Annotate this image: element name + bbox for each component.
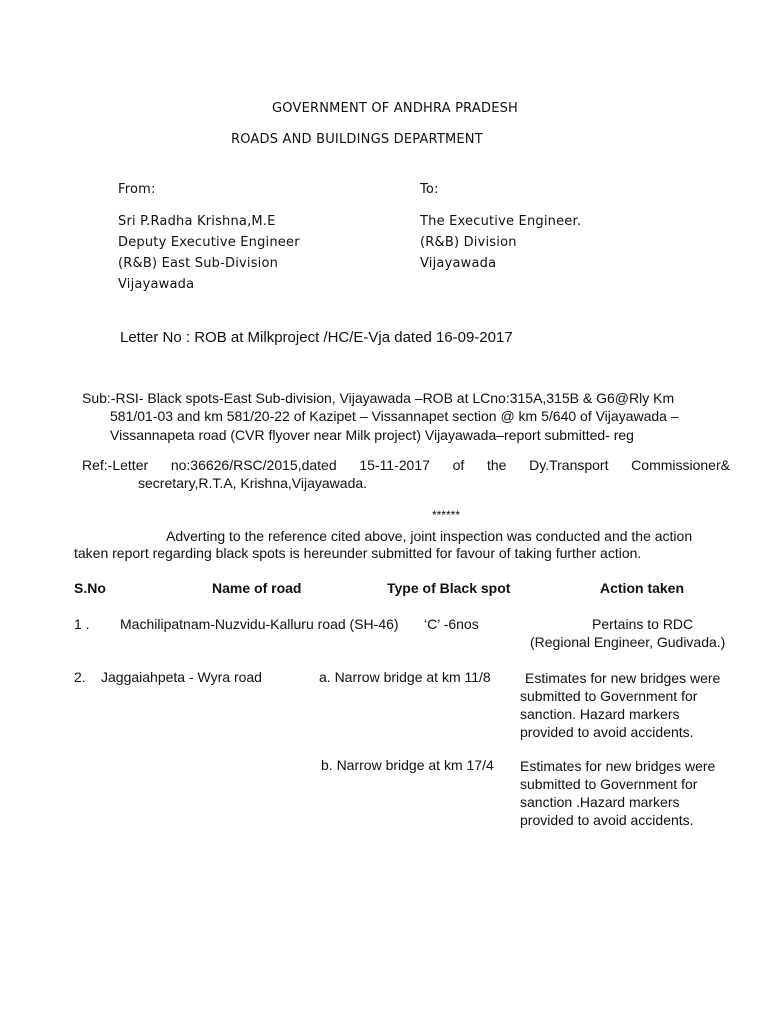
row2-sno: 2. bbox=[74, 669, 86, 685]
reference-word: Ref:-Letter bbox=[82, 457, 149, 473]
table-header-road: Name of road bbox=[212, 580, 302, 596]
row2-action-a-line: submitted to Government for bbox=[520, 688, 698, 704]
separator-stars: ****** bbox=[432, 508, 461, 522]
subject-line-1: Sub:-RSI- Black spots-East Sub-division, Vijayawada –ROB at LCno:315A,315B & G6@Rly Km bbox=[82, 390, 675, 406]
to-address bbox=[420, 211, 581, 274]
from-line: Deputy Executive Engineer bbox=[118, 235, 300, 250]
to-line: Vijayawada bbox=[420, 256, 497, 271]
header-department: ROADS AND BUILDINGS DEPARTMENT bbox=[231, 132, 483, 147]
reference-word: the bbox=[486, 457, 507, 473]
reference-line-1 bbox=[82, 457, 730, 473]
row2-type-a: a. Narrow bridge at km 11/8 bbox=[319, 669, 491, 685]
body-line-1: Adverting to the reference cited above, joint inspection was conducted and the action bbox=[166, 528, 693, 544]
from-line: Vijayawada bbox=[118, 277, 195, 292]
reference-word: of bbox=[452, 457, 465, 473]
row2-action-a-line: sanction. Hazard markers bbox=[520, 706, 680, 722]
row2-action-b bbox=[520, 757, 715, 829]
body-line-2: taken report regarding black spots is hereunder submitted for favour of taking further action. bbox=[74, 545, 642, 561]
row1-action-line-1: Pertains to RDC bbox=[592, 616, 694, 632]
row1-type: ‘C’ -6nos bbox=[424, 616, 479, 632]
reference-word: Dy.Transport bbox=[529, 457, 609, 473]
table-header-type: Type of Black spot bbox=[387, 580, 511, 596]
row2-action-b-line: provided to avoid accidents. bbox=[520, 812, 694, 828]
row2-type-b: b. Narrow bridge at km 17/4 bbox=[321, 757, 494, 773]
table-header-sno: S.No bbox=[74, 580, 106, 596]
row2-action-b-line: sanction .Hazard markers bbox=[520, 794, 680, 810]
reference-line-2: secretary,R.T.A, Krishna,Vijayawada. bbox=[138, 475, 368, 491]
row1-sno: 1 . bbox=[74, 616, 90, 632]
row2-action-b-line: submitted to Government for bbox=[520, 776, 698, 792]
reference-word: Commissioner& bbox=[631, 457, 730, 473]
from-label: From: bbox=[118, 182, 156, 197]
row2-road: Jaggaiahpeta - Wyra road bbox=[101, 669, 262, 685]
to-line: (R&B) Division bbox=[420, 235, 517, 250]
reference-word: 15-11-2017 bbox=[359, 457, 430, 473]
from-address bbox=[118, 211, 300, 295]
reference-word: no:36626/RSC/2015,dated bbox=[170, 457, 337, 473]
to-label: To: bbox=[420, 182, 439, 197]
row1-action-line-2: (Regional Engineer, Gudivada.) bbox=[530, 634, 726, 650]
from-line: (R&B) East Sub-Division bbox=[118, 256, 279, 271]
row2-action-a bbox=[520, 669, 721, 741]
letter-number: Letter No : ROB at Milkproject /HC/E-Vja dated 16-09-2017 bbox=[120, 329, 513, 346]
subject-line-2: 581/01-03 and km 581/20-22 of Kazipet – Vissannapet section @ km 5/640 of Vijayawada – bbox=[110, 408, 679, 424]
from-line: Sri P.Radha Krishna,M.E bbox=[118, 214, 276, 229]
row2-action-b-line: Estimates for new bridges were bbox=[520, 758, 716, 774]
to-line: The Executive Engineer. bbox=[420, 214, 582, 229]
row2-action-a-line: Estimates for new bridges were bbox=[525, 670, 721, 686]
subject-line-3: Vissannapeta road (CVR flyover near Milk project) Vijayawada–report submitted- reg bbox=[110, 427, 634, 443]
table-header-action: Action taken bbox=[600, 580, 685, 596]
row1-road: Machilipatnam-Nuzvidu-Kalluru road (SH-46) bbox=[120, 616, 399, 632]
row2-action-a-line: provided to avoid accidents. bbox=[520, 724, 694, 740]
header-government: GOVERNMENT OF ANDHRA PRADESH bbox=[272, 101, 519, 116]
